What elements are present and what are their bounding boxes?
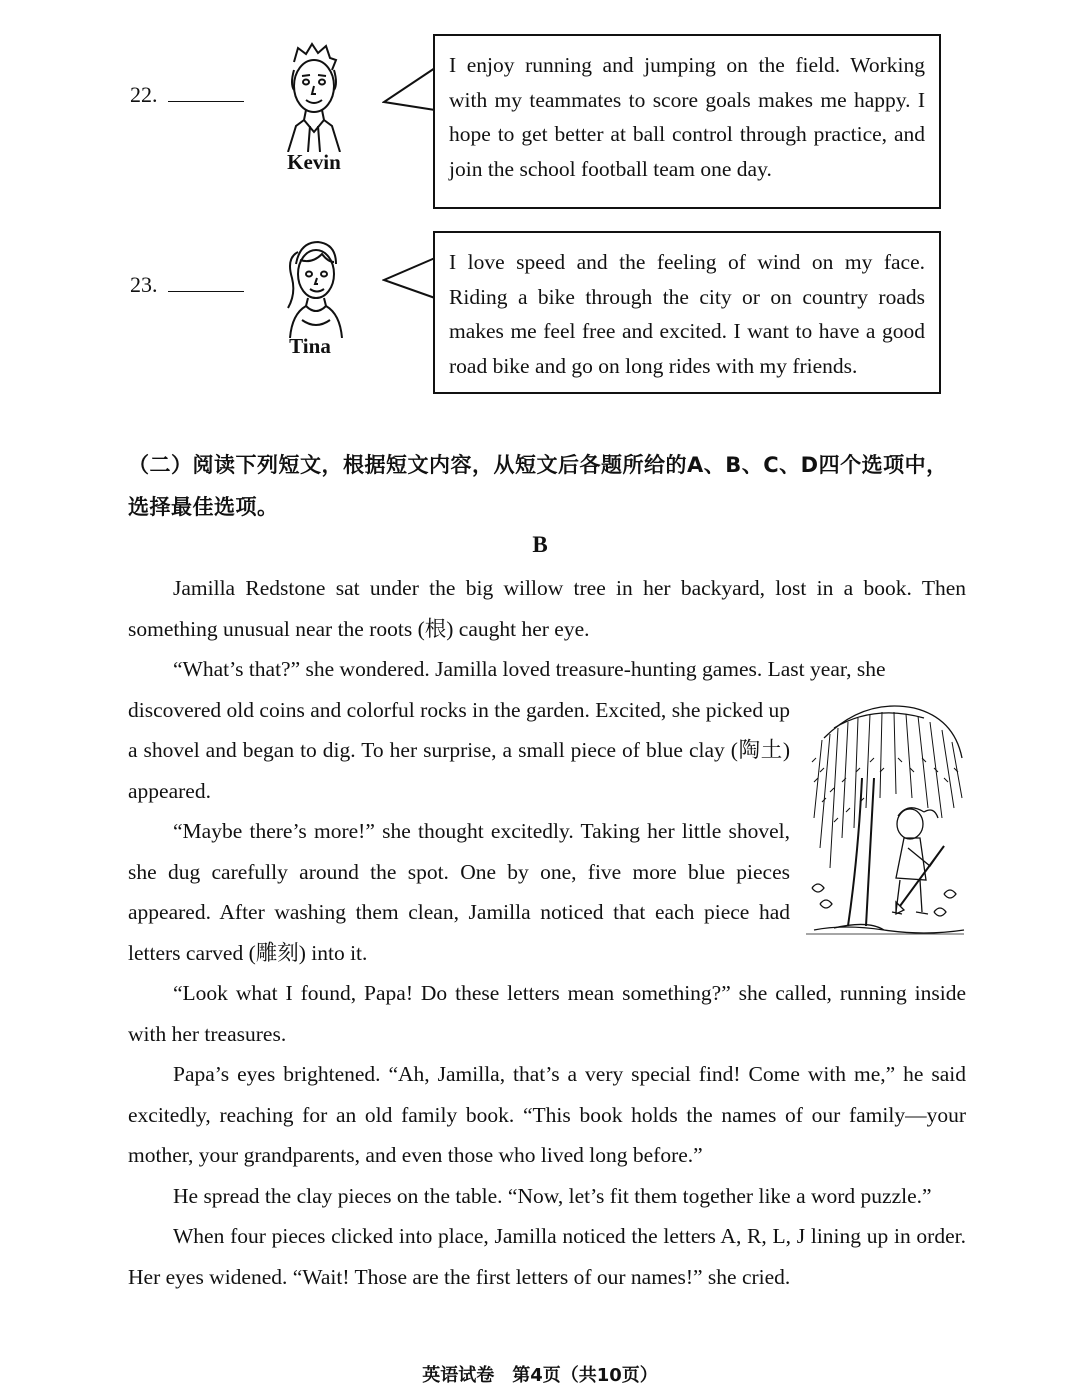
speech-bubble-tail (382, 254, 436, 304)
girl-figure-icon (278, 234, 350, 338)
character-name-tina: Tina (289, 334, 331, 358)
bubble-text: I love speed and the feeling of wind on my face. Riding a bike through the city or on country roads makes me feel free and excited. I want to have a good road bike and go on long rides with my friends. (449, 250, 925, 378)
speech-bubble-tail (382, 64, 436, 114)
boy-figure-icon (278, 40, 350, 152)
answer-blank[interactable] (168, 101, 244, 102)
passage-paragraph: He spread the clay pieces on the table. “Now, let’s fit them together like a word puzzle.” (173, 1183, 932, 1208)
passage-paragraph: Jamilla Redstone sat under the big willow tree in her backyard, lost in a book. Then something unusual near the roots (根) caught her eye. (128, 576, 966, 641)
bubble-text: I enjoy running and jumping on the field. Working with my teammates to score goals makes me happy. I hope to get better at ball control through practice, and join the school football team one day. (449, 53, 925, 181)
speech-bubble-tina (433, 231, 941, 394)
passage-paragraph: When four pieces clicked into place, Jamilla noticed the letters A, R, L, J lining up in order. Her eyes widened. “Wait! Those are the first letters of our names!” she cried. (128, 1224, 966, 1289)
passage-label: B (532, 532, 548, 557)
speech-bubble-kevin (433, 34, 941, 209)
passage-paragraph: discovered old coins and colorful rocks in the garden. Excited, she picked up a shovel and began to dig. To her surprise, a small piece of blue clay (陶土) appeared. (128, 697, 790, 803)
question-number: 22. (130, 82, 158, 107)
page-footer: 英语试卷 第4页（共10页） (422, 1365, 658, 1386)
willow-tree-girl-digging-illustration (804, 698, 966, 938)
question-22-row (130, 82, 244, 108)
passage-paragraph: “Maybe there’s more!” she thought excitedly. Taking her little shovel, she dug carefully around the spot. One by one, five more blue pieces appeared. After washing them clean, Jamilla noticed that each piece had letters carved (雕刻) into it. (128, 819, 790, 965)
passage-body (128, 568, 966, 1297)
question-23-row (130, 272, 244, 298)
character-name-kevin: Kevin (287, 150, 341, 174)
passage-paragraph: “Look what I found, Papa! Do these letters mean something?” she called, running inside with her treasures. (128, 981, 966, 1046)
answer-blank[interactable] (168, 291, 244, 292)
passage-paragraph: Papa’s eyes brightened. “Ah, Jamilla, that’s a very special find! Come with me,” he said excitedly, reaching for an old family book. “This book holds the names of our family—your mother, your grandparents, and even those who lived long before.” (128, 1062, 966, 1167)
wrapped-text-block (128, 690, 790, 974)
passage-paragraph: “What’s that?” she wondered. Jamilla loved treasure-hunting games. Last year, she (173, 657, 886, 681)
question-number: 23. (130, 272, 158, 297)
section-instruction: （二）阅读下列短文，根据短文内容，从短文后各题所给的A、B、C、D四个选项中，选择最佳选项。 (128, 453, 948, 519)
